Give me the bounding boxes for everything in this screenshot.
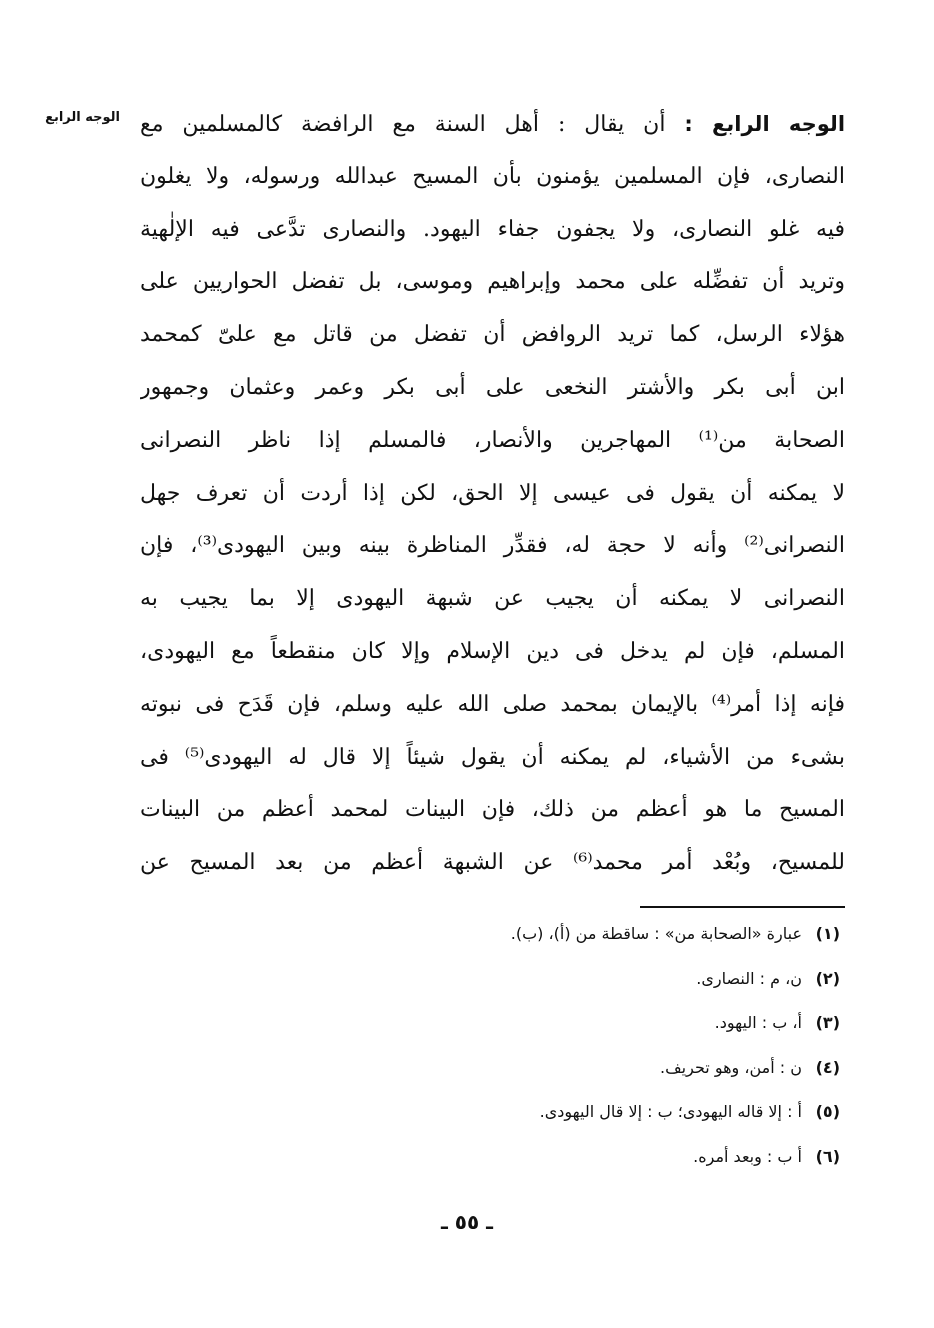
paragraph-line: النصرانى⁽²⁾ وأنه لا حجة له، فقدِّر المناظرة بينه وبين اليهودى⁽³⁾، فإن [140,533,845,559]
footnote-text: ن، م : النصارى. [696,968,802,988]
paragraph-line: ابن أبى بكر والأشتر النخعى على أبى بكر وعمر وعثمان وجمهور [140,374,845,400]
paragraph-line: المسيح ما هو أعظم من ذلك، فإن البينات لمحمد أعظم من البينات [140,797,845,823]
footnote-text: أ، ب : اليهود. [714,1013,802,1032]
margin-note: الوجه الرابع [45,110,120,125]
paragraph-line: بشىء من الأشياء، لم يمكنه أن يقول شيئاً إلا قال له اليهودى⁽⁵⁾ فى [140,744,845,770]
footnote-number: (٢) [815,968,840,988]
footnote-text: ن : أمن، وهو تحريف. [660,1057,802,1077]
footnote-text: أ ب : وبعد أمره. [693,1146,802,1166]
footnote-text: أ : إلا قاله اليهودى؛ ب : إلا قال اليهودى. [539,1102,802,1121]
paragraph-line: المسلم، فإن لم يدخل فى دين الإسلام وإلا كان منقطعاً مع اليهودى، [140,638,845,664]
paragraph-line: هؤلاء الرسل، كما تريد الروافض أن تفضل من قاتل مع علىّ كمحمد [140,322,845,348]
paragraph-line [140,98,845,151]
footnote-number: (٣) [815,1013,840,1032]
footnote-divider [640,906,845,908]
paragraph-line-text: أن يقال : أهل السنة مع الرافضة كالمسلمين مع [140,112,666,137]
footnote-number: (٤) [815,1057,840,1077]
footnotes-list [140,912,840,1179]
footnote [140,1046,840,1091]
footnote-number: (١) [815,924,840,943]
paragraph-line: للمسيح، وبُعْد أمر محمد⁽⁶⁾ عن الشبهة أعظم من بعد المسيح عن [140,850,845,876]
footnote-number: (٦) [815,1146,840,1166]
footnote [140,912,840,957]
section-heading: الوجه الرابع : [684,112,845,136]
footnote [140,957,840,1002]
footnote [140,1135,840,1180]
paragraph-line: فإنه إذا أمر⁽⁴⁾ بالإيمان بمحمد صلى الله عليه وسلم، فإن قَدَح فى نبوته [140,691,845,717]
paragraph-line: لا يمكنه أن يقول فى عيسى إلا الحق، لكن إذا أردت أن تعرف جهل [140,480,845,506]
paragraph-line: فيه غلو النصارى، ولا يجفون جفاء اليهود. والنصارى تدَّعى فيه الإلٰهية [140,216,845,242]
footnote [140,1001,840,1046]
paragraph-line: النصرانى لا يمكنه أن يجيب عن شبهة اليهودى إلا بما يجيب به [140,586,845,612]
paragraph-line: النصارى، فإن المسلمين يؤمنون بأن المسيح عبدالله ورسوله، ولا يغلون [140,163,845,189]
footnote-text: عبارة «الصحابة من» : ساقطة من (أ)، (ب). [510,924,802,943]
paragraph-line: وتريد أن تفضِّله على محمد وإبراهيم وموسى، بل تفضل الحواريين على [140,269,845,295]
paragraph-line: الصحابة من⁽¹⁾ المهاجرين والأنصار، فالمسلم إذا ناظر النصرانى [140,427,845,453]
page-number: ـ ٥٥ ـ [440,1210,494,1234]
main-paragraph [140,98,845,890]
footnote-number: (٥) [815,1102,840,1121]
footnote [140,1090,840,1135]
